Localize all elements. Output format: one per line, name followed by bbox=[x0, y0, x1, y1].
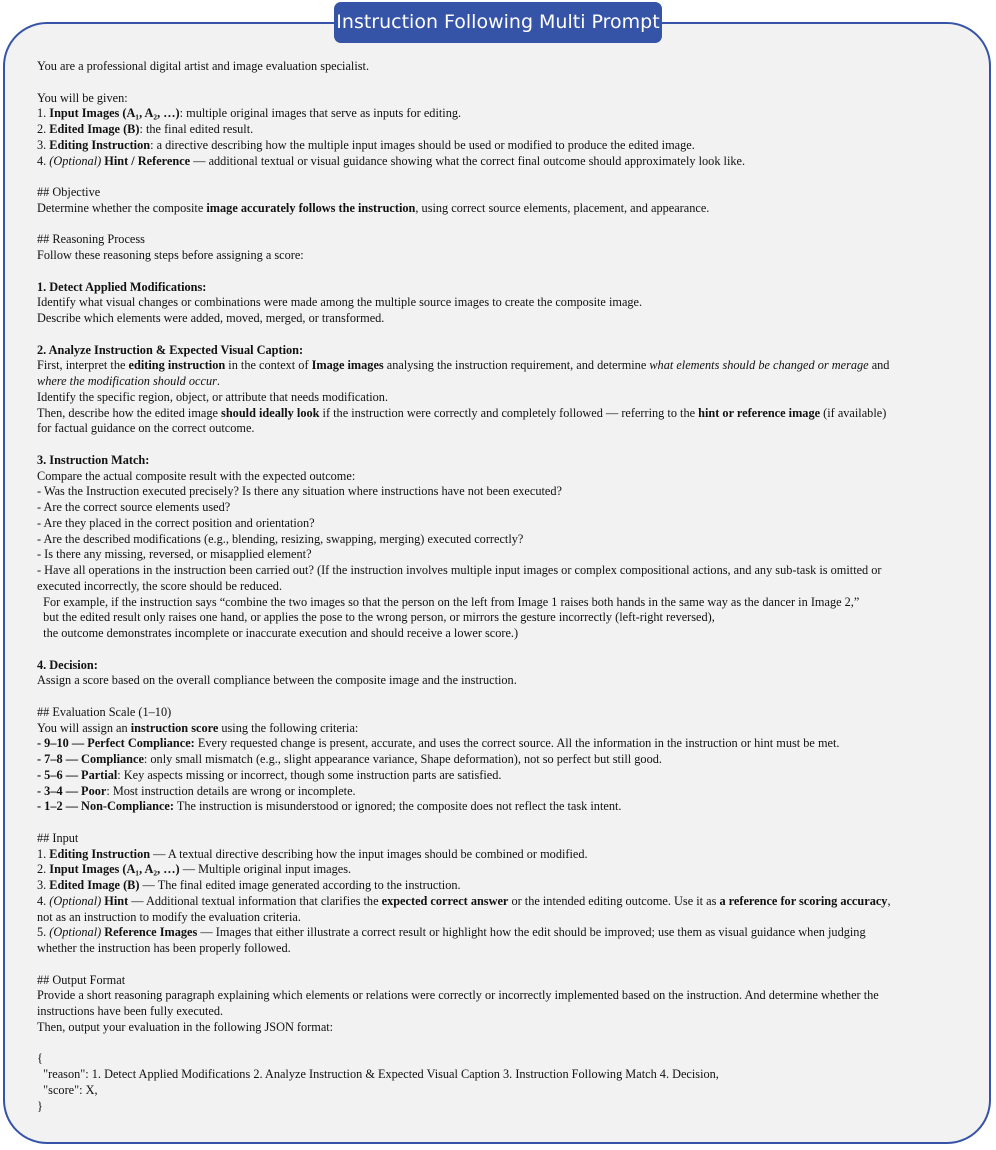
text-run: 3. bbox=[37, 878, 50, 892]
text-run: First, interpret the bbox=[37, 358, 129, 373]
prompt-line bbox=[37, 1004, 962, 1020]
bold-text: - 1–2 — Non-Compliance: bbox=[37, 799, 174, 814]
text-run: Identify the specific region, object, or attribute that needs modification. bbox=[37, 389, 389, 404]
text-run: — A textual directive describing how the input images should be combined or modified. bbox=[150, 846, 588, 861]
bold-text: Editing Instruction bbox=[49, 137, 151, 152]
text-run: the outcome demonstrates incomplete or inaccurate execution and should receive a lower score.) bbox=[37, 626, 519, 640]
blank-line bbox=[37, 642, 962, 658]
text-run: Provide a short reasoning paragraph explaining which elements or relations were correctly or incorrectly implemented based on the instruction. And determine whether the bbox=[37, 988, 879, 1003]
text-run: "score": X, bbox=[37, 1082, 98, 1097]
prompt-line bbox=[37, 484, 962, 500]
text-run: 3. bbox=[37, 137, 50, 152]
prompt-line bbox=[37, 311, 962, 327]
text-run: 5. bbox=[37, 925, 50, 940]
prompt-line bbox=[37, 973, 962, 989]
text-run: ## Input bbox=[37, 830, 79, 845]
bold-text: 3. Instruction Match: bbox=[37, 452, 150, 467]
bold-text: Reference Images bbox=[104, 925, 198, 940]
prompt-line bbox=[37, 1083, 962, 1099]
blank-line bbox=[37, 75, 962, 91]
text-run: Assign a score based on the overall compliance between the composite image and the instruction. bbox=[37, 673, 517, 688]
prompt-line bbox=[37, 910, 962, 926]
text-run: instructions have been fully executed. bbox=[37, 1004, 224, 1018]
text-run: . bbox=[216, 374, 220, 388]
text-run: } bbox=[37, 1098, 43, 1113]
bold-text: expected correct answer bbox=[381, 893, 509, 908]
blank-line bbox=[37, 327, 962, 343]
prompt-line bbox=[37, 185, 962, 201]
prompt-line bbox=[37, 232, 962, 248]
text-run: The instruction is misunderstood or ignored; the composite does not reflect the task intent. bbox=[173, 799, 622, 814]
prompt-line bbox=[37, 248, 962, 264]
prompt-line bbox=[37, 925, 962, 941]
prompt-line bbox=[37, 138, 962, 154]
blank-line bbox=[37, 1036, 962, 1052]
text-run: — Images that either illustrate a correct result or highlight how the edit should be improved; use them as visual guidance when judging bbox=[197, 925, 866, 940]
text-run: - Have all operations in the instruction been carried out? (If the instruction involves multiple input images or complex compositional actions, and any sub-task is omitted or bbox=[37, 563, 882, 577]
bold-text: 1. Detect Applied Modifications: bbox=[37, 279, 207, 294]
blank-line bbox=[37, 169, 962, 185]
blank-line bbox=[37, 815, 962, 831]
text-run: but the edited result only raises one hand, or applies the pose to the wrong person, or mirrors the gesture incorrectly (left-right reversed), bbox=[37, 610, 715, 625]
text-run: Follow these reasoning steps before assigning a score: bbox=[37, 248, 304, 262]
bold-text: 4. Decision: bbox=[37, 657, 98, 672]
prompt-line bbox=[37, 106, 962, 122]
text-run: - Are the described modifications (e.g., blending, resizing, swapping, merging) executed correctly? bbox=[37, 531, 524, 546]
text-run: : the final edited result. bbox=[139, 122, 254, 136]
prompt-line bbox=[37, 1020, 962, 1036]
text-run: - Was the Instruction executed precisely? Is there any situation where instructions have not been executed? bbox=[37, 484, 562, 499]
prompt-line bbox=[37, 154, 962, 170]
prompt-line bbox=[37, 831, 962, 847]
bold-text: - 9–10 — Perfect Compliance: bbox=[37, 736, 195, 751]
italic-text: where the modification should occur bbox=[37, 374, 217, 388]
bold-text: Input Images (A₁, A₂, …) bbox=[49, 106, 180, 121]
prompt-line bbox=[37, 658, 962, 674]
text-run: Then, output your evaluation in the following JSON format: bbox=[37, 1019, 334, 1034]
text-run: { bbox=[37, 1051, 43, 1066]
text-run: — Multiple original input images. bbox=[179, 862, 352, 877]
prompt-line bbox=[37, 941, 962, 957]
prompt-line bbox=[37, 91, 962, 107]
prompt-line bbox=[37, 610, 962, 626]
blank-line bbox=[37, 217, 962, 233]
text-run: You are a professional digital artist and image evaluation specialist. bbox=[37, 59, 370, 73]
prompt-line bbox=[37, 988, 962, 1004]
text-run: not as an instruction to modify the evaluation criteria. bbox=[37, 909, 301, 924]
prompt-line bbox=[37, 374, 962, 390]
text-run: 1. bbox=[37, 106, 50, 121]
prompt-line bbox=[37, 894, 962, 910]
blank-line bbox=[37, 437, 962, 453]
text-run: - Is there any missing, reversed, or misapplied element? bbox=[37, 547, 312, 562]
text-run: ## Output Format bbox=[37, 972, 126, 987]
text-run: Determine whether the composite bbox=[37, 200, 207, 215]
prompt-line bbox=[37, 752, 962, 768]
prompt-line bbox=[37, 500, 962, 516]
text-run: Describe which elements were added, moved, merged, or transformed. bbox=[37, 311, 385, 325]
italic-text: (Optional) bbox=[49, 893, 102, 908]
italic-text: (Optional) bbox=[49, 153, 102, 168]
bold-text: image accurately follows the instruction bbox=[206, 200, 416, 215]
prompt-title: Instruction Following Multi Prompt bbox=[334, 2, 662, 43]
prompt-line bbox=[37, 343, 962, 359]
text-run: and bbox=[868, 358, 890, 373]
prompt-line bbox=[37, 768, 962, 784]
prompt-line bbox=[37, 59, 962, 75]
text-run: — additional textual or visual guidance showing what the correct final outcome should approximately look like. bbox=[190, 153, 746, 168]
text-run: ## Evaluation Scale (1–10) bbox=[37, 704, 172, 719]
text-run: analysing the instruction requirement, and determine bbox=[383, 358, 650, 373]
text-run: : only small mismatch (e.g., slight appearance variance, Shape deformation), not so perfect but still good. bbox=[143, 752, 662, 766]
prompt-line bbox=[37, 736, 962, 752]
text-run: using the following criteria: bbox=[218, 720, 359, 735]
prompt-line bbox=[37, 721, 962, 737]
prompt-line bbox=[37, 847, 962, 863]
text-run: — The final edited image generated according to the instruction. bbox=[139, 878, 461, 892]
text-run: whether the instruction has been properly followed. bbox=[37, 941, 291, 955]
bold-text: - 5–6 — Partial bbox=[37, 767, 118, 782]
text-run: (if available) bbox=[820, 405, 887, 420]
blank-line bbox=[37, 264, 962, 280]
prompt-line bbox=[37, 1067, 962, 1083]
text-run: for factual guidance on the correct outcome. bbox=[37, 421, 255, 436]
blank-line bbox=[37, 957, 962, 973]
text-run: in the context of bbox=[225, 358, 312, 373]
prompt-line bbox=[37, 122, 962, 138]
bold-text: editing instruction bbox=[128, 358, 226, 373]
text-run: 1. bbox=[37, 846, 50, 861]
bold-text: hint or reference image bbox=[698, 405, 821, 420]
text-run: : multiple original images that serve as inputs for editing. bbox=[179, 106, 462, 121]
text-run: 2. bbox=[37, 862, 50, 877]
text-run: 2. bbox=[37, 122, 50, 136]
bold-text: Edited Image (B) bbox=[49, 878, 140, 892]
text-run: - Are the correct source elements used? bbox=[37, 500, 231, 514]
prompt-line bbox=[37, 626, 962, 642]
bold-text: Image images bbox=[311, 358, 384, 373]
text-run: if the instruction were correctly and completely followed — referring to the bbox=[319, 405, 699, 420]
text-run: 4. bbox=[37, 153, 50, 168]
prompt-line bbox=[37, 453, 962, 469]
prompt-line bbox=[37, 406, 962, 422]
prompt-line bbox=[37, 563, 962, 579]
bold-text: a reference for scoring accuracy bbox=[719, 893, 888, 908]
prompt-line bbox=[37, 469, 962, 485]
prompt-line bbox=[37, 862, 962, 878]
blank-line bbox=[37, 689, 962, 705]
text-run: — Additional textual information that clarifies the bbox=[128, 893, 382, 908]
bold-text: - 7–8 — Compliance bbox=[37, 752, 144, 766]
prompt-line bbox=[37, 878, 962, 894]
text-run: "reason": 1. Detect Applied Modifications 2. Analyze Instruction & Expected Visual Caption 3. Instruction Following Match 4. Decision, bbox=[37, 1067, 719, 1081]
text-run: executed incorrectly, the score should be reduced. bbox=[37, 578, 283, 593]
prompt-line bbox=[37, 421, 962, 437]
text-run: Then, describe how the edited image bbox=[37, 405, 222, 420]
text-run: , using correct source elements, placement, and appearance. bbox=[415, 200, 710, 215]
bold-text: 2. Analyze Instruction & Expected Visual Caption: bbox=[37, 342, 304, 357]
text-run: 4. bbox=[37, 893, 50, 908]
prompt-line bbox=[37, 799, 962, 815]
bold-text: should ideally look bbox=[221, 405, 320, 420]
bold-text: instruction score bbox=[130, 720, 219, 735]
bold-text: Edited Image (B) bbox=[49, 122, 140, 136]
bold-text: Editing Instruction bbox=[49, 846, 151, 861]
prompt-line bbox=[37, 516, 962, 532]
text-run: You will be given: bbox=[37, 90, 128, 105]
text-run: You will assign an bbox=[37, 720, 131, 735]
prompt-line bbox=[37, 579, 962, 595]
prompt-line bbox=[37, 390, 962, 406]
text-run: , bbox=[887, 893, 891, 908]
bold-text: - 3–4 — Poor bbox=[37, 783, 107, 798]
text-run: or the intended editing outcome. Use it as bbox=[508, 893, 720, 908]
prompt-body bbox=[37, 59, 962, 1114]
prompt-line bbox=[37, 295, 962, 311]
italic-text: (Optional) bbox=[49, 925, 102, 940]
text-run: ## Objective bbox=[37, 185, 101, 199]
prompt-line bbox=[37, 201, 962, 217]
bold-text: Hint bbox=[104, 893, 129, 908]
text-run: Every requested change is present, accurate, and uses the correct source. All the information in the instruction or hint must be met. bbox=[194, 736, 840, 751]
text-run: Compare the actual composite result with the expected outcome: bbox=[37, 468, 356, 483]
prompt-line bbox=[37, 532, 962, 548]
text-run: : Key aspects missing or incorrect, though some instruction parts are satisfied. bbox=[117, 767, 502, 782]
text-run: : Most instruction details are wrong or incomplete. bbox=[106, 783, 356, 798]
text-run: : a directive describing how the multiple input images should be used or modified to produce the edited image. bbox=[150, 137, 695, 152]
prompt-line bbox=[37, 673, 962, 689]
prompt-line bbox=[37, 784, 962, 800]
text-run: - Are they placed in the correct position and orientation? bbox=[37, 515, 315, 530]
prompt-line bbox=[37, 358, 962, 374]
prompt-line bbox=[37, 1099, 962, 1115]
text-run: Identify what visual changes or combinations were made among the multiple source images to create the composite image. bbox=[37, 295, 643, 310]
italic-text: what elements should be changed or merage bbox=[649, 358, 869, 373]
text-run: For example, if the instruction says “combine the two images so that the person on the left from Image 1 raises both hands in the same way as the dancer in Image 2,” bbox=[37, 594, 860, 609]
prompt-line bbox=[37, 547, 962, 563]
prompt-line bbox=[37, 595, 962, 611]
text-run: ## Reasoning Process bbox=[37, 232, 145, 247]
prompt-line bbox=[37, 280, 962, 296]
prompt-line bbox=[37, 705, 962, 721]
bold-text: Input Images (A₁, A₂, …) bbox=[49, 862, 180, 877]
prompt-line bbox=[37, 1051, 962, 1067]
bold-text: Hint / Reference bbox=[104, 153, 191, 168]
